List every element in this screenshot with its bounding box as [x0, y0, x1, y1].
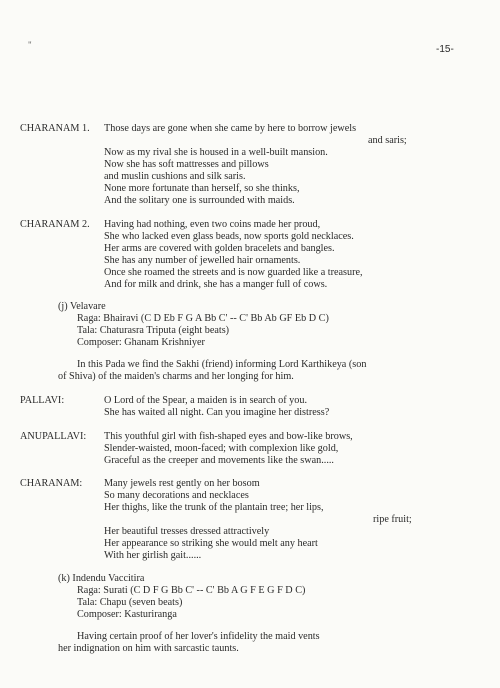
charanam1-line: Those days are gone when she came by here to borrow jewels	[104, 123, 357, 134]
section-heading-velavare: (j) Velavare	[58, 301, 106, 312]
charanam3-line: So many decorations and necklaces	[104, 490, 249, 501]
charanam3-line: With her girlish gait......	[104, 550, 202, 561]
charanam1-line: and saris;	[368, 135, 407, 146]
composer-line: Composer: Ghanam Krishniyer	[77, 337, 205, 348]
section-heading-indendu: (k) Indendu Vaccitira	[58, 573, 145, 584]
pallavi-line: She has waited all night. Can you imagine her distress?	[104, 407, 330, 418]
anupallavi-line: Slender-waisted, moon-faced; with complexion like gold,	[104, 443, 339, 454]
paragraph-line: of Shiva) of the maiden's charms and her longing for him.	[58, 371, 294, 382]
charanam2-line: Her arms are covered with golden bracelets and bangles.	[104, 243, 335, 254]
charanam2-line: Once she roamed the streets and is now guarded like a treasure,	[104, 267, 363, 278]
pallavi-label: PALLAVI:	[20, 395, 65, 406]
charanam3-line: ripe fruit;	[373, 514, 412, 525]
charanam2-line: And for milk and drink, she has a manger full of cows.	[104, 279, 328, 290]
charanam1-line: Now she has soft mattresses and pillows	[104, 159, 269, 170]
charanam1-label: CHARANAM 1.	[20, 123, 90, 134]
paragraph-line: Having certain proof of her lover's infidelity the maid vents	[77, 631, 320, 642]
charanam3-line: Her thighs, like the trunk of the plantain tree; her lips,	[104, 502, 324, 513]
charanam1-line: And the solitary one is surrounded with maids.	[104, 195, 295, 206]
anupallavi-line: This youthful girl with fish-shaped eyes and bow-like brows,	[104, 431, 353, 442]
tala-line: Tala: Chaturasra Triputa (eight beats)	[77, 325, 230, 336]
charanam1-line: Now as my rival she is housed in a well-built mansion.	[104, 147, 328, 158]
paragraph-line: her indignation on him with sarcastic taunts.	[58, 643, 239, 654]
charanam2-label: CHARANAM 2.	[20, 219, 90, 230]
page-number: -15-	[436, 44, 454, 55]
raga-line: Raga: Surati (C D F G Bb C' -- C' Bb A G F E G F D C)	[77, 585, 306, 596]
charanam2-line: She has any number of jewelled hair ornaments.	[104, 255, 301, 266]
charanam3-line: Her appearance so striking she would melt any heart	[104, 538, 318, 549]
charanam3-label: CHARANAM:	[20, 478, 83, 489]
charanam1-line: and muslin cushions and silk saris.	[104, 171, 246, 182]
raga-line: Raga: Bhairavi (C D Eb F G A Bb C' -- C' Bb Ab GF Eb D C)	[77, 313, 329, 324]
corner-mark: "	[28, 40, 32, 50]
anupallavi-label: ANUPALLAVI:	[20, 431, 87, 442]
charanam1-line: None more fortunate than herself, so she thinks,	[104, 183, 300, 194]
paragraph-line: In this Pada we find the Sakhi (friend) informing Lord Karthikeya (son	[77, 359, 367, 370]
pallavi-line: O Lord of the Spear, a maiden is in search of you.	[104, 395, 307, 406]
charanam2-line: Having had nothing, even two coins made her proud,	[104, 219, 321, 230]
charanam3-line: Many jewels rest gently on her bosom	[104, 478, 260, 489]
charanam3-line: Her beautiful tresses dressed attractively	[104, 526, 270, 537]
tala-line: Tala: Chapu (seven beats)	[77, 597, 183, 608]
charanam2-line: She who lacked even glass beads, now sports gold necklaces.	[104, 231, 354, 242]
composer-line: Composer: Kasturiranga	[77, 609, 177, 620]
anupallavi-line: Graceful as the creeper and movements like the swan.....	[104, 455, 334, 466]
